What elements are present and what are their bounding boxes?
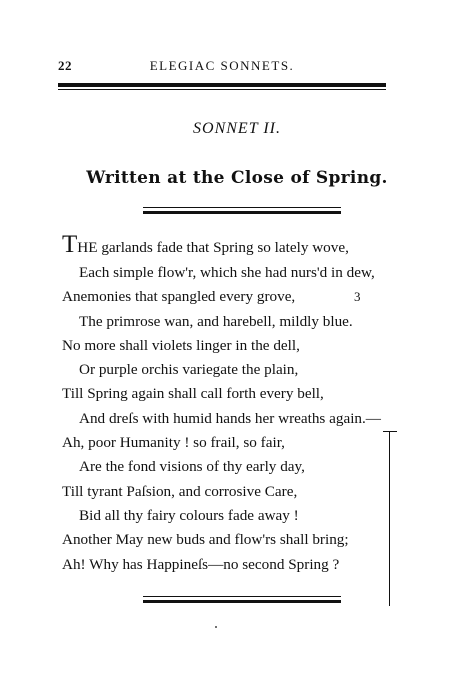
poem-line-11: Till tyrant Paſsion, and corrosive Care, — [62, 482, 298, 500]
poem-line-9: Ah, poor Humanity ! so frail, so fair, — [62, 434, 285, 452]
poem-body — [62, 232, 402, 577]
bottom-rule-thick — [143, 600, 341, 603]
poem-line-1-text: HE garlands fade that Spring so lately wove, — [77, 239, 349, 256]
paper-speck — [215, 626, 217, 628]
poem-line-2: Each simple flow'r, which she had nurs'd in dew, — [79, 264, 375, 281]
poem-line-8: And dreſs with humid hands her wreaths again.— — [79, 409, 381, 427]
page-number: 22 — [58, 58, 72, 73]
couplet-bracket-top — [383, 431, 397, 432]
poem-line-3 — [62, 285, 402, 309]
poem-line-7: Till Spring again shall call forth every bell, — [62, 385, 324, 403]
title-divider-thin — [143, 207, 341, 208]
couplet-bracket-line — [389, 432, 390, 606]
poem-line-6: Or purple orchis variegate the plain, — [79, 361, 299, 379]
poem-line-1 — [62, 232, 402, 261]
poem-line-4: The primrose wan, and harebell, mildly blue. — [79, 312, 353, 330]
title-divider-thick — [143, 211, 341, 214]
running-head: ELEGIAC SONNETS. — [149, 58, 295, 73]
poem-line-5: No more shall violets linger in the dell, — [62, 336, 300, 354]
header-rule-thin — [58, 89, 386, 90]
drop-cap: T — [62, 231, 78, 258]
bottom-rule-thin — [143, 596, 341, 597]
line-marker: 3 — [354, 289, 361, 305]
poem-line-12: Bid all thy fairy colours fade away ! — [79, 506, 299, 524]
poem-line-10: Are the fond visions of thy early day, — [79, 458, 305, 476]
poem-line-13: Another May new buds and flow'rs shall bring; — [62, 531, 349, 549]
poem-line-14: Ah! Why has Happineſs—no second Spring ? — [62, 555, 340, 573]
header-rule-thick — [58, 83, 386, 87]
sonnet-title: SONNET II. — [193, 120, 281, 137]
poem-line-3-text: Anemonies that spangled every grove, — [62, 288, 296, 306]
sonnet-subtitle: Written at the Close of Spring. — [86, 168, 388, 188]
page-header — [58, 56, 386, 76]
